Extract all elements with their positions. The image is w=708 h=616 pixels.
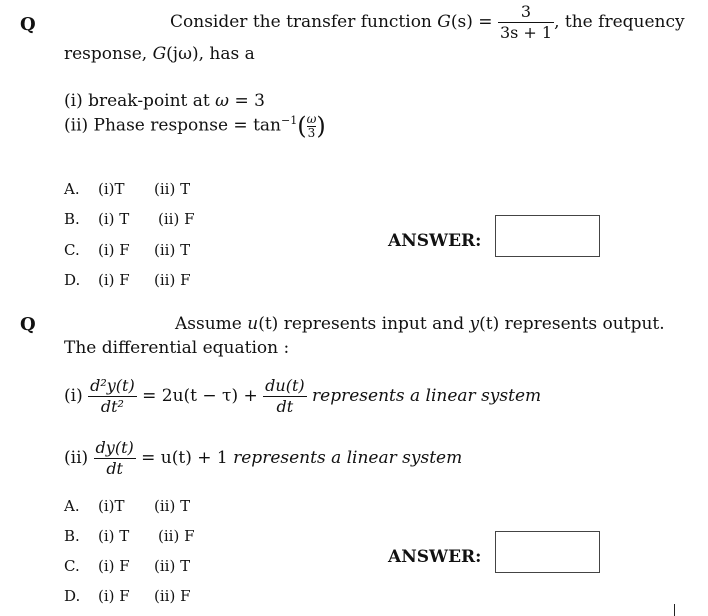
answer-label: ANSWER: (388, 231, 482, 251)
statement-2: (ii) Phase response = $\tan^{-1}$( $\frac{\omega}{3}$ ) (64, 111, 326, 140)
answer-input[interactable] (495, 215, 600, 257)
question-marker: Q (20, 314, 36, 335)
answer-label: ANSWER: (388, 547, 482, 567)
derivative-fraction: $\frac{dy(t)}{dt}$ (95, 438, 134, 478)
question-1-line2: response, G(jω), has a (64, 44, 255, 64)
option-c[interactable]: C. (i) F (ii) T (64, 557, 191, 575)
second-derivative-fraction: $\frac{\text{d²y(t)}}{\text{dt²}}$ (90, 376, 135, 416)
statement-1: (i) break-point at ω = 3 (64, 91, 265, 111)
option-a[interactable]: A. (i)T (ii) T (64, 497, 191, 515)
option-a[interactable]: A. (i)T (ii) T (64, 180, 191, 198)
option-b[interactable]: B. (i) T (ii) F (64, 210, 195, 228)
answer-input[interactable] (495, 531, 600, 573)
question-2-line2: The differential equation : (64, 338, 290, 358)
option-d[interactable]: D. (i) F (ii) F (64, 271, 191, 289)
text-cursor (674, 604, 675, 616)
equation-1: (i) $\frac{\text{d²y(t)}}{\text{dt²}}$ = 2u(t − τ) + $\frac{du(t)}{dt}$ represents a linear system (64, 376, 542, 416)
question-marker: Q (20, 14, 36, 35)
first-derivative-fraction: $\frac{du(t)}{dt}$ (265, 376, 305, 416)
phase-fraction: $\frac{\omega}{3}$ (306, 111, 317, 140)
option-d[interactable]: D. (i) F (ii) F (64, 587, 191, 605)
equation-2: (ii) $\frac{dy(t)}{dt}$ = u(t) + 1 represents a linear system (64, 438, 463, 478)
option-c[interactable]: C. (i) F (ii) T (64, 241, 191, 259)
option-b[interactable]: B. (i) T (ii) F (64, 527, 195, 545)
question-1-intro: Consider the transfer function G(s) = $\frac{3}{3s + 1}$ , the frequency (170, 2, 685, 42)
question-2-intro: Assume u(t) represents input and y(t) represents output. (175, 314, 665, 334)
transfer-function-fraction: $\frac{3}{3s + 1}$ (499, 2, 553, 42)
